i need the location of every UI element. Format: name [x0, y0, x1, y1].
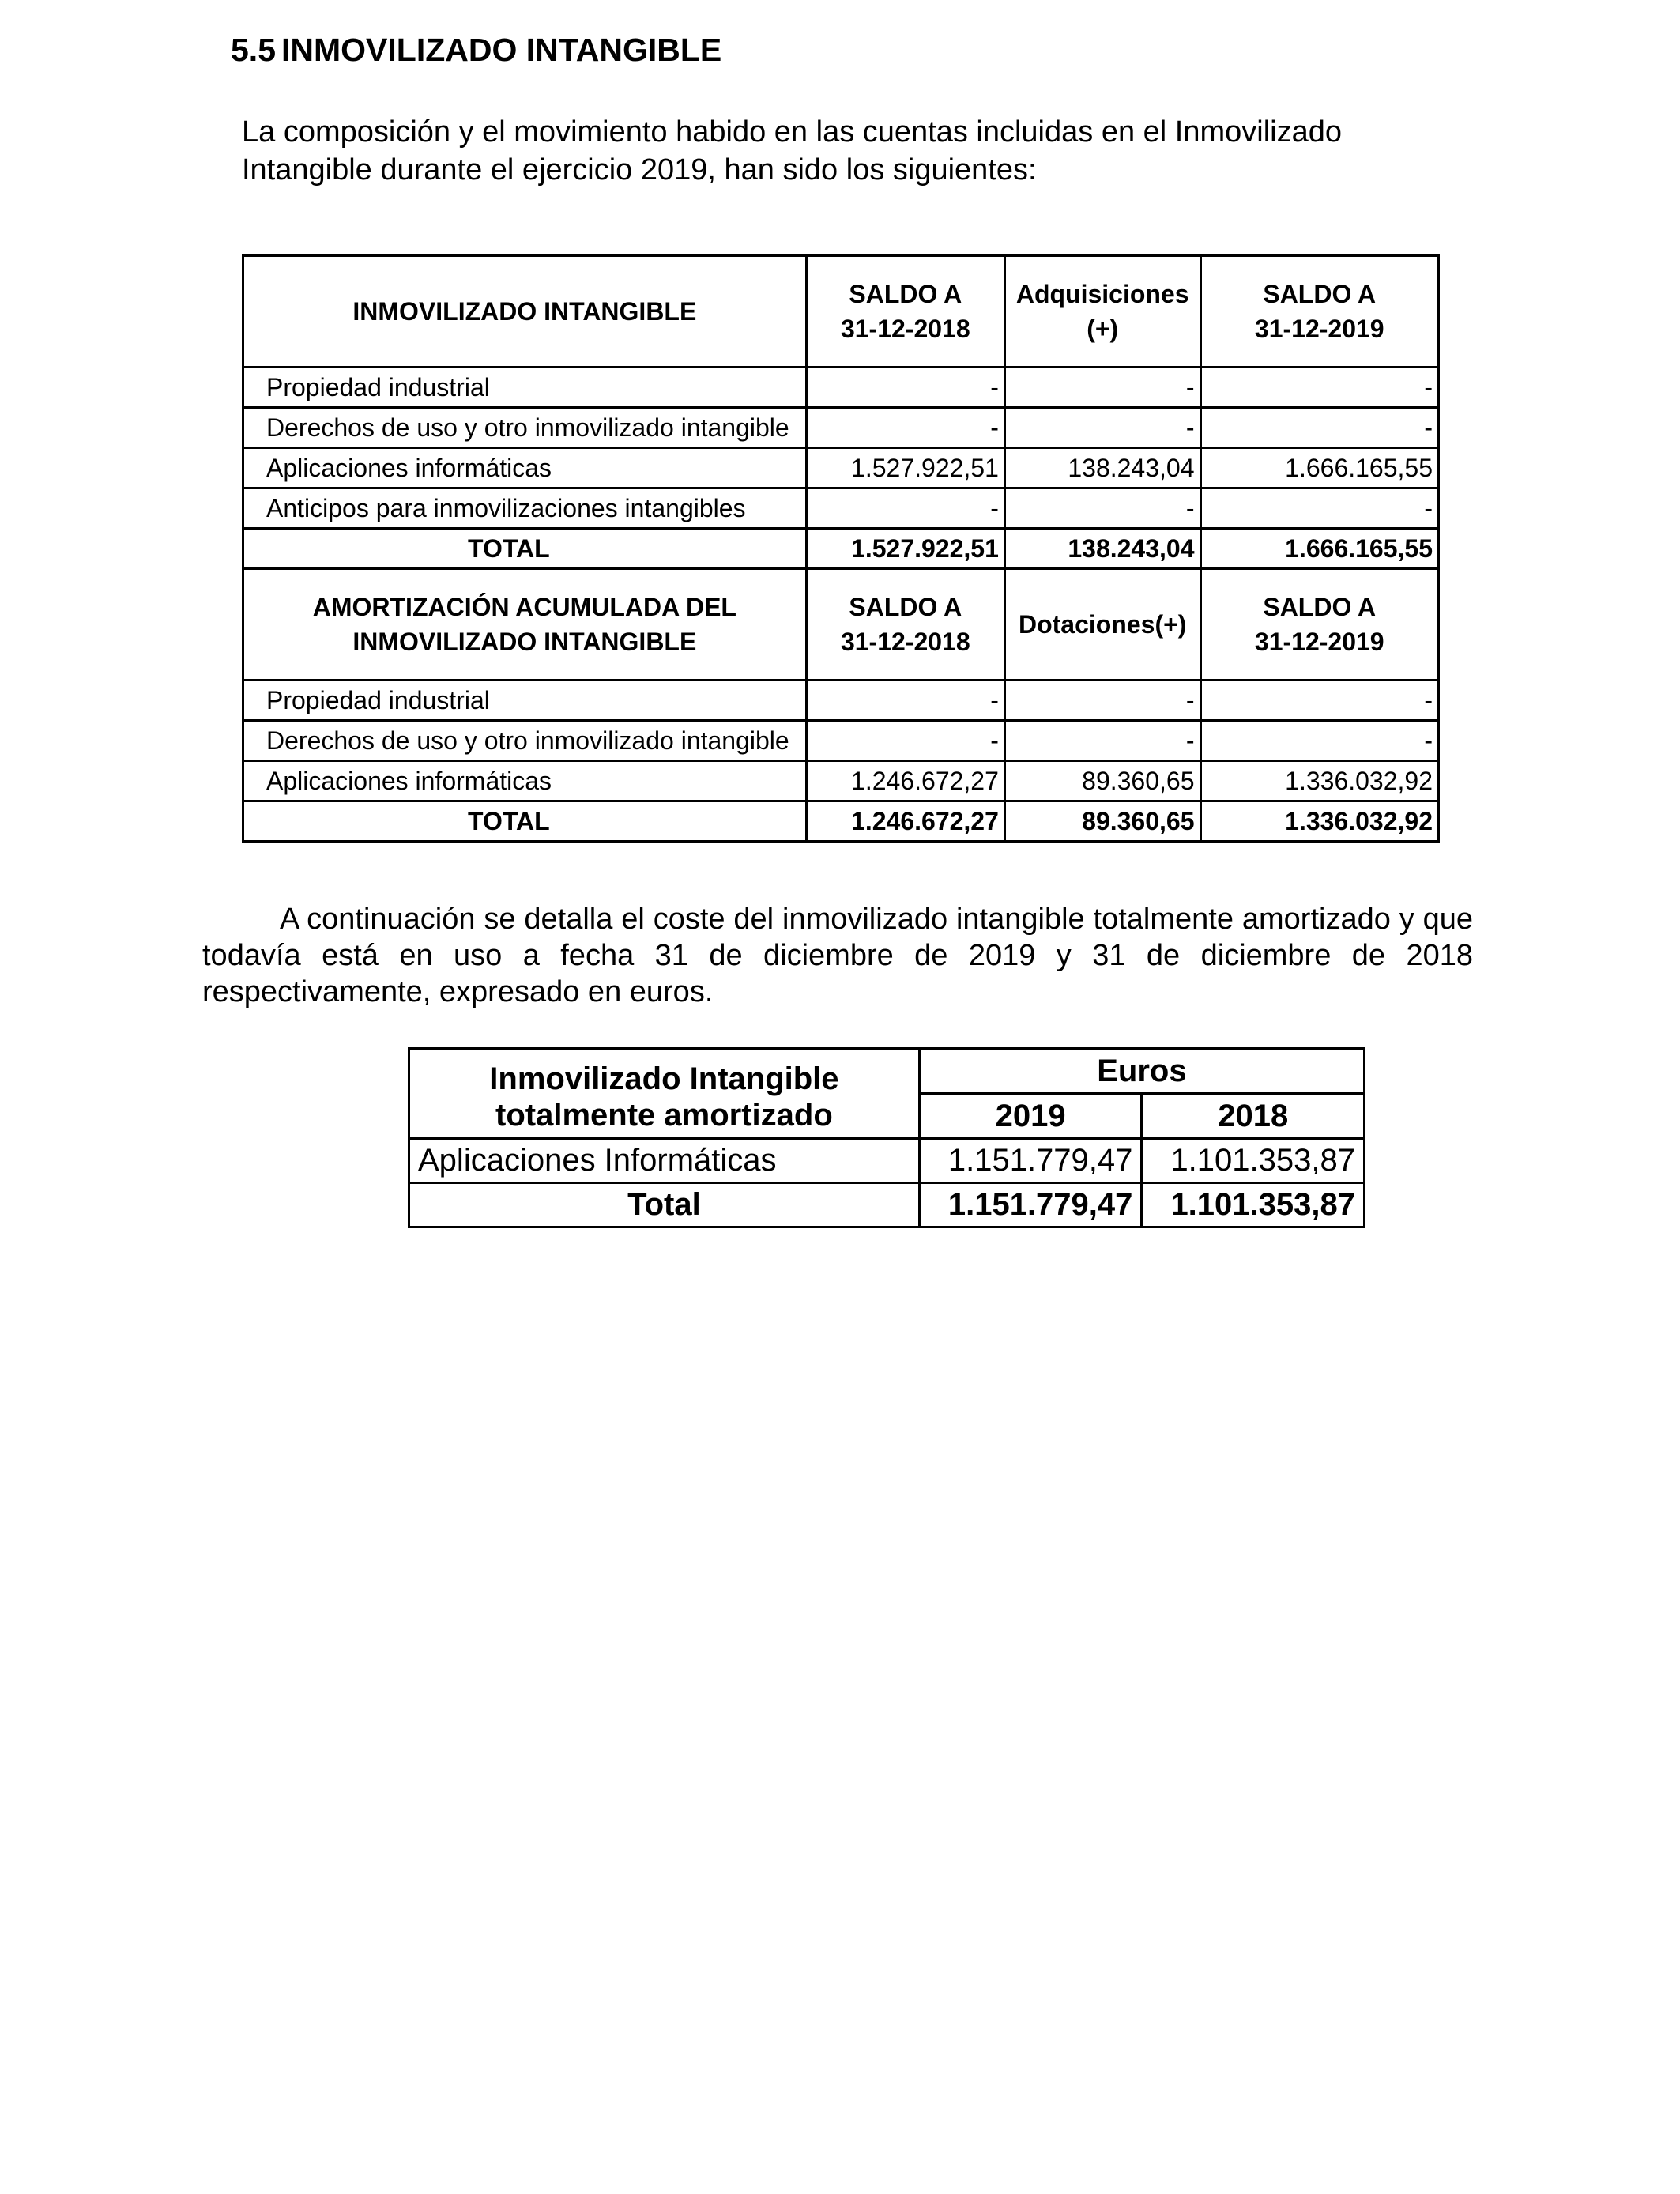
row-saldo-2018: 1.246.672,27 — [806, 761, 1004, 801]
cost-header-saldo-2019: SALDO A 31-12-2019 — [1200, 256, 1439, 368]
row-saldo-2019: - — [1200, 721, 1439, 761]
total-label: TOTAL — [243, 529, 807, 569]
intangible-assets-table — [242, 254, 1440, 843]
amort-total-row — [243, 801, 1439, 842]
table-row — [243, 368, 1439, 408]
amort-header-title: AMORTIZACIÓN ACUMULADA DEL INMOVILIZADO INTANGIBLE — [243, 569, 807, 680]
total-movimiento: 89.360,65 — [1004, 801, 1200, 842]
table-row — [243, 721, 1439, 761]
fully-amortized-paragraph: A continuación se detalla el coste del inmovilizado intangible totalmente amortizado y que todavía está en uso a fecha 31 de diciembre de 2019 y 31 de diciembre de 2018 respectivamente, expresado en euros. — [202, 903, 1473, 1008]
table-row — [243, 408, 1439, 448]
row-value-2019: 1.151.779,47 — [919, 1139, 1142, 1183]
total-saldo-2018: 1.246.672,27 — [806, 801, 1004, 842]
row-saldo-2019: - — [1200, 680, 1439, 721]
section-heading — [231, 32, 721, 69]
total-saldo-2018: 1.527.922,51 — [806, 529, 1004, 569]
row-movimiento: - — [1004, 721, 1200, 761]
row-saldo-2019: - — [1200, 408, 1439, 448]
row-label: Aplicaciones informáticas — [243, 448, 807, 488]
row-saldo-2018: - — [806, 721, 1004, 761]
row-saldo-2018: - — [806, 680, 1004, 721]
table-row — [243, 680, 1439, 721]
row-saldo-2018: 1.527.922,51 — [806, 448, 1004, 488]
total-saldo-2019: 1.336.032,92 — [1200, 801, 1439, 842]
cost-header-adquisiciones: Adquisiciones (+) — [1004, 256, 1200, 368]
row-saldo-2018: - — [806, 408, 1004, 448]
fully-amortized-table — [408, 1047, 1365, 1228]
row-saldo-2019: 1.336.032,92 — [1200, 761, 1439, 801]
table-row — [243, 448, 1439, 488]
table-row — [409, 1139, 1365, 1183]
cost-header-title: INMOVILIZADO INTANGIBLE — [243, 256, 807, 368]
cost-header-saldo-2018: SALDO A 31-12-2018 — [806, 256, 1004, 368]
year-2019-header: 2019 — [919, 1094, 1142, 1139]
row-movimiento: - — [1004, 680, 1200, 721]
total-movimiento: 138.243,04 — [1004, 529, 1200, 569]
currency-header: Euros — [919, 1049, 1364, 1094]
total-value-2019: 1.151.779,47 — [919, 1183, 1142, 1227]
table-row — [243, 488, 1439, 529]
intro-paragraph: La composición y el movimiento habido en las cuentas incluidas en el Inmovilizado Intangible durante el ejercicio 2019, han sido los siguientes: — [242, 115, 1342, 187]
row-label: Propiedad industrial — [243, 680, 807, 721]
amort-header-saldo-2018: SALDO A 31-12-2018 — [806, 569, 1004, 680]
amort-header-row — [243, 569, 1439, 680]
section-number: 5.5 — [231, 32, 276, 68]
row-movimiento: - — [1004, 488, 1200, 529]
row-movimiento: - — [1004, 408, 1200, 448]
row-saldo-2019: - — [1200, 368, 1439, 408]
section-title: INMOVILIZADO INTANGIBLE — [281, 32, 722, 68]
table-row — [243, 761, 1439, 801]
row-value-2018: 1.101.353,87 — [1142, 1139, 1365, 1183]
row-saldo-2018: - — [806, 488, 1004, 529]
row-label: Derechos de uso y otro inmovilizado intangible — [243, 408, 807, 448]
total-value-2018: 1.101.353,87 — [1142, 1183, 1365, 1227]
row-saldo-2019: 1.666.165,55 — [1200, 448, 1439, 488]
table2-title: Inmovilizado Intangible totalmente amortizado — [409, 1049, 920, 1139]
total-label: Total — [409, 1183, 920, 1227]
table2-total-row — [409, 1183, 1365, 1227]
row-movimiento: 89.360,65 — [1004, 761, 1200, 801]
year-2018-header: 2018 — [1142, 1094, 1365, 1139]
table2-header-row — [409, 1049, 1365, 1094]
row-movimiento: - — [1004, 368, 1200, 408]
row-saldo-2018: - — [806, 368, 1004, 408]
row-label: Aplicaciones informáticas — [243, 761, 807, 801]
cost-total-row — [243, 529, 1439, 569]
total-label: TOTAL — [243, 801, 807, 842]
row-saldo-2019: - — [1200, 488, 1439, 529]
row-label: Anticipos para inmovilizaciones intangibles — [243, 488, 807, 529]
row-label: Propiedad industrial — [243, 368, 807, 408]
row-movimiento: 138.243,04 — [1004, 448, 1200, 488]
amort-header-saldo-2019: SALDO A 31-12-2019 — [1200, 569, 1439, 680]
total-saldo-2019: 1.666.165,55 — [1200, 529, 1439, 569]
row-label: Derechos de uso y otro inmovilizado intangible — [243, 721, 807, 761]
amort-header-dotaciones: Dotaciones(+) — [1004, 569, 1200, 680]
row-label: Aplicaciones Informáticas — [409, 1139, 920, 1183]
cost-header-row — [243, 256, 1439, 368]
